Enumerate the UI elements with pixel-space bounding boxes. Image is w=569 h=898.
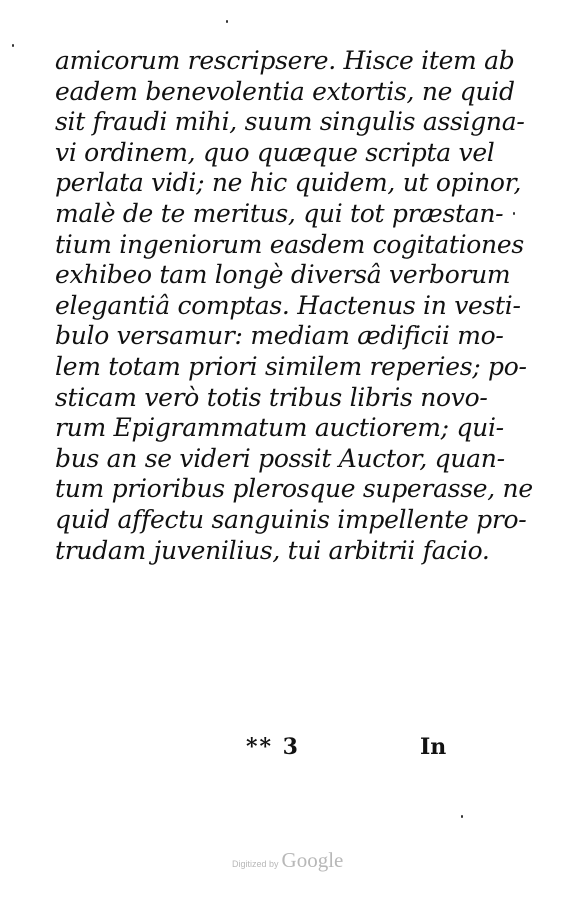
paper-speck bbox=[226, 20, 228, 23]
text-line: eadem benevolentia extortis, ne quid bbox=[55, 76, 515, 106]
catchword: In bbox=[420, 734, 447, 760]
text-line: sticam verò totis tribus libris novo- bbox=[55, 382, 488, 412]
watermark-prefix: Digitized by bbox=[232, 859, 279, 869]
paper-speck bbox=[513, 212, 515, 215]
watermark-logo: Google bbox=[281, 848, 344, 872]
text-line: perlata vidi; ne hic quidem, ut opinor, bbox=[55, 168, 522, 198]
text-line: amicorum rescripsere. Hisce item ab bbox=[55, 46, 515, 75]
text-line: bus an se videri possit Auctor, quan- bbox=[55, 443, 505, 473]
text-line: malè de te meritus, qui tot præstan- bbox=[55, 198, 504, 228]
text-line: bulo versamur: mediam ædificii mo- bbox=[55, 321, 504, 351]
text-line: quid affectu sanguinis impellente pro- bbox=[55, 504, 527, 534]
text-line: tium ingeniorum easdem cogitationes bbox=[55, 229, 524, 259]
text-line: elegantiâ comptas. Hactenus in vesti- bbox=[55, 290, 521, 320]
digitization-watermark bbox=[232, 848, 343, 873]
paper-speck bbox=[12, 44, 14, 47]
text-line: sit fraudi mihi, suum singulis assigna- bbox=[55, 107, 525, 137]
text-line: vi ordinem, quo quæque scripta vel bbox=[55, 137, 495, 167]
text-line: trudam juvenilius, tui arbitrii facio. bbox=[55, 535, 490, 565]
body-text bbox=[55, 46, 533, 566]
text-line: lem totam priori similem reperies; po- bbox=[55, 351, 527, 381]
text-line: tum prioribus plerosque superasse, ne bbox=[55, 474, 533, 504]
text-line: rum Epigrammatum auctiorem; qui- bbox=[55, 413, 504, 443]
paper-speck bbox=[461, 815, 463, 818]
signature-mark: ** 3 bbox=[246, 734, 300, 760]
text-line: exhibeo tam longè diversâ verborum bbox=[55, 260, 511, 290]
